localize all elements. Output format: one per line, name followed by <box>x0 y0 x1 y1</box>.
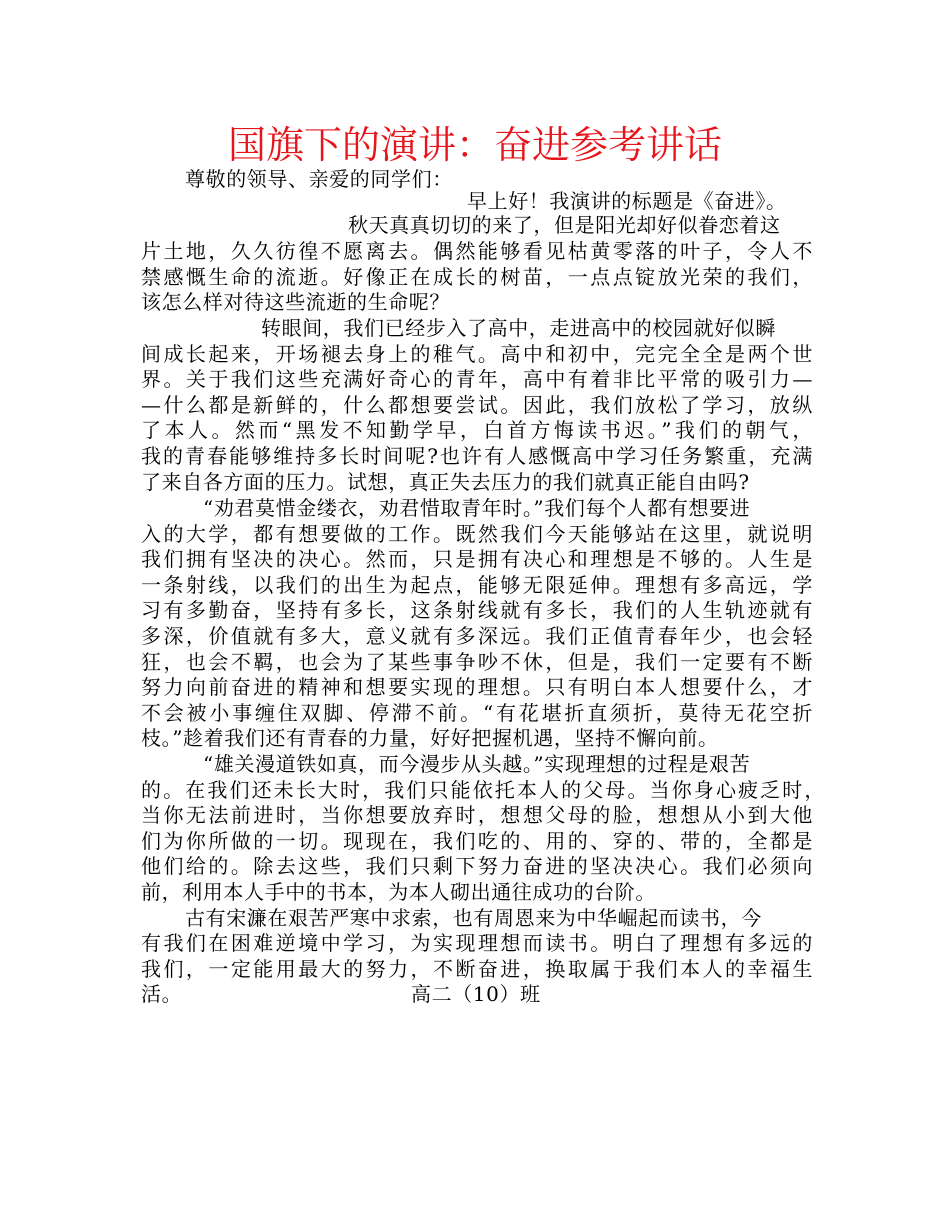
class-signature: 高二（10）班 <box>411 982 541 1006</box>
paragraph-line: 狂，也会不羁，也会为了某些事争吵不休，但是，我们一定要有不断 <box>141 650 813 674</box>
greeting-line: 早上好！我演讲的标题是《奋进》。 <box>467 189 787 213</box>
paragraph-line: 片土地，久久彷徨不愿离去。偶然能够看见枯黄零落的叶子，令人不 <box>141 239 813 263</box>
paragraph-line: —什么都是新鲜的，什么都想要尝试。因此，我们放松了学习，放纵 <box>141 393 813 417</box>
paragraph-line: 枝。”趁着我们还有青春的力量，好好把握机遇，坚持不懈向前。 <box>141 726 719 750</box>
paragraph-line: 入的大学，都有想要做的工作。既然我们今天能够站在这里，就说明 <box>141 522 813 546</box>
paragraph-line: “雄关漫道铁如真，而今漫步从头越。”实现理想的过程是艰苦 <box>203 752 751 776</box>
paragraph-line: 活。 <box>141 982 183 1006</box>
paragraph-line: 一条射线，以我们的出生为起点，能够无限延伸。理想有多高远，学 <box>141 573 813 597</box>
paragraph-line: 转眼间，我们已经步入了高中，走进高中的校园就好似瞬 <box>261 316 776 340</box>
paragraph-line: “劝君莫惜金缕衣，劝君惜取青年时。”我们每个人都有想要进 <box>203 496 751 520</box>
paragraph-line: 了来自各方面的压力。试想，真正失去压力的我们就真正能自由吗? <box>141 470 750 494</box>
paragraph-line: 我们，一定能用最大的努力，不断奋进，换取属于我们本人的幸福生 <box>141 957 813 981</box>
paragraph-line: 界。关于我们这些充满好奇心的青年，高中有着非比平常的吸引力— <box>141 367 813 391</box>
paragraph-line: 我的青春能够维持多长时间呢?也许有人感慨高中学习任务繁重，充满 <box>141 444 813 468</box>
paragraph-line: 古有宋濂在艰苦严寒中求索，也有周恩来为中华崛起而读书，今 <box>185 906 762 930</box>
paragraph-line: 他们给的。除去这些，我们只剩下努力奋进的坚决决心。我们必须向 <box>141 854 813 878</box>
paragraph-line: 们为你所做的一切。现现在，我们吃的、用的、穿的、带的，全都是 <box>141 829 813 853</box>
paragraph-line: 禁感慨生命的流逝。好像正在成长的树苗，一点点锭放光荣的我们， <box>141 265 813 289</box>
salutation-line: 尊敬的领导、亲爱的同学们： <box>185 167 453 191</box>
paragraph-line: 当你无法前进时，当你想要放弃时，想想父母的脸，想想从小到大他 <box>141 803 813 827</box>
paragraph-line: 秋天真真切切的来了，但是阳光却好似眷恋着这 <box>348 213 781 237</box>
paragraph-line: 我们拥有坚决的决心。然而，只是拥有决心和理想是不够的。人生是 <box>141 547 813 571</box>
paragraph-line: 有我们在困难逆境中学习，为实现理想而读书。明白了理想有多远的 <box>141 931 813 955</box>
paragraph-line: 该怎么样对待这些流逝的生命呢？ <box>141 290 450 314</box>
paragraph-line: 不会被小事缠住双脚、停滞不前。“有花堪折直须折，莫待无花空折 <box>141 701 813 725</box>
paragraph-line: 前，利用本人手中的书本，为本人砌出通往成功的台阶。 <box>141 880 656 904</box>
paragraph-line: 的。在我们还未长大时，我们只能依托本人的父母。当你身心疲乏时， <box>141 778 825 802</box>
paragraph-line: 间成长起来，开场褪去身上的稚气。高中和初中，完完全全是两个世 <box>141 342 813 366</box>
paragraph-line: 了本人。然而“黑发不知勤学早，白首方悔读书迟。”我们的朝气， <box>141 418 813 442</box>
paragraph-line: 习有多勤奋，坚持有多长，这条射线就有多长，我们的人生轨迹就有 <box>141 598 813 622</box>
document-title: 国旗下的演讲：奋进参考讲话 <box>227 123 722 167</box>
paragraph-line: 努力向前奋进的精神和想要实现的理想。只有明白本人想要什么，才 <box>141 675 813 699</box>
paragraph-line: 多深，价值就有多大，意义就有多深远。我们正值青春年少，也会轻 <box>141 624 813 648</box>
